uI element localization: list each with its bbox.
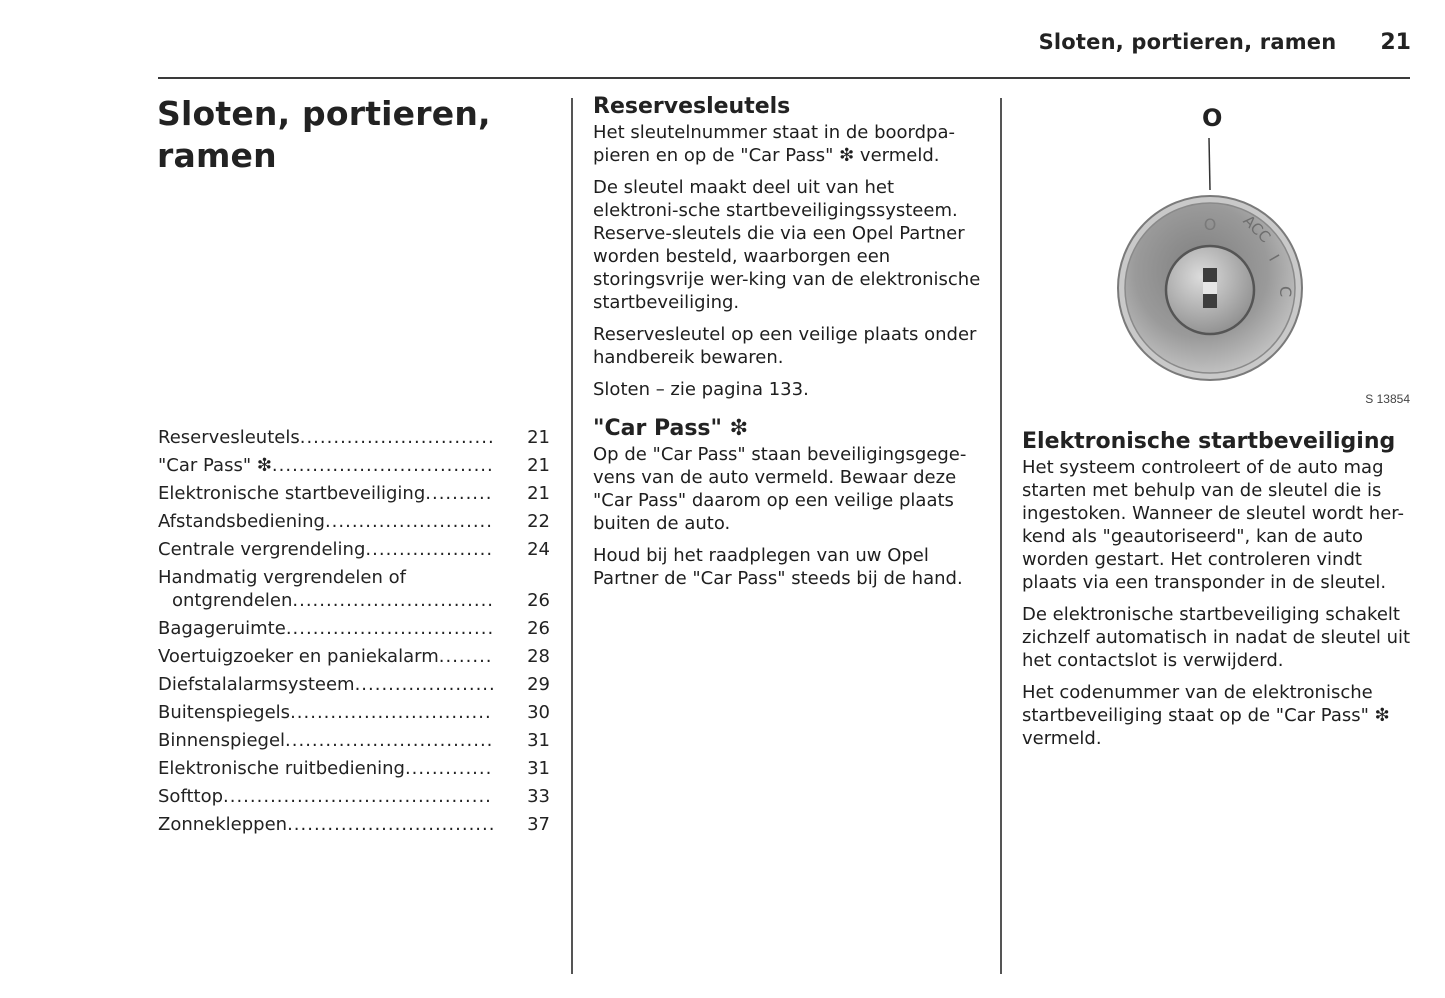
ignition-lock-icon	[1110, 100, 1310, 400]
column-divider-right	[1000, 98, 1002, 974]
figure-pointer-label: O	[1202, 104, 1223, 132]
toc-item[interactable]	[158, 673, 552, 696]
toc-item-label: Voertuigzoeker en paniekalarm	[158, 646, 439, 667]
toc-item-page: 28	[527, 646, 550, 667]
svg-text:O: O	[1203, 215, 1217, 234]
toc-leader-dots	[365, 538, 493, 561]
toc-item-page: 33	[527, 786, 550, 807]
table-of-contents	[158, 426, 552, 841]
section-startbeveiliging	[1022, 428, 1414, 750]
toc-item[interactable]	[158, 482, 552, 505]
toc-leader-dots	[405, 757, 493, 780]
toc-item-label: Elektronische startbeveiliging	[158, 483, 426, 504]
running-head-title: Sloten, portieren, ramen	[1038, 30, 1337, 54]
toc-item-page: 22	[527, 511, 550, 532]
paragraph: Het sleutelnummer staat in de boordpa-pieren en op de "Car Pass" ❇ vermeld.	[593, 122, 956, 166]
toc-item[interactable]	[158, 454, 552, 477]
toc-item-page: 31	[527, 730, 550, 751]
toc-item-page: 21	[527, 455, 550, 476]
toc-item-page: 24	[527, 539, 550, 560]
paragraph: Op de "Car Pass" staan beveiligingsgege-vens van de auto vermeld. Bewaar deze "Car Pass" daarom op een veilige plaats buiten de auto.	[593, 444, 967, 534]
chapter-title: Sloten, portieren, ramen	[157, 94, 491, 175]
toc-item-label: Buitenspiegels	[158, 702, 291, 723]
toc-leader-dots	[286, 617, 493, 640]
paragraph: Het codenummer van de elektronische startbeveiliging staat op de "Car Pass" ❇ vermeld.	[1022, 682, 1390, 749]
toc-leader-dots	[285, 729, 493, 752]
toc-leader-dots	[223, 785, 493, 808]
toc-item[interactable]	[158, 757, 552, 780]
paragraph: De elektronische startbeveiliging schakelt zichzelf automatisch in nadat de sleutel uit het contactslot is verwijderd.	[1022, 604, 1411, 671]
paragraph: Reservesleutel op een veilige plaats onder handbereik bewaren.	[593, 324, 977, 368]
toc-leader-dots	[300, 426, 493, 449]
toc-leader-dots	[272, 454, 493, 477]
toc-leader-dots	[292, 589, 493, 612]
toc-item[interactable]	[158, 645, 552, 668]
right-column	[1022, 428, 1414, 759]
toc-item-label: Elektronische ruitbediening	[158, 758, 405, 779]
toc-item-page: 31	[527, 758, 550, 779]
toc-item[interactable]	[158, 538, 552, 561]
toc-item-label: Diefstalalarmsysteem	[158, 674, 355, 695]
toc-item-label: Softtop	[158, 786, 224, 807]
toc-item[interactable]	[158, 813, 552, 836]
toc-item-label: Centrale vergrendeling	[158, 539, 366, 560]
section-heading: Reservesleutels	[593, 94, 791, 119]
toc-item[interactable]	[158, 426, 552, 449]
paragraph: Het systeem controleert of de auto mag starten met behulp van de sleutel die is ingestoken. Wanneer de sleutel wordt her-kend als "geautoriseerd", kan de auto worden gestart. Het controleren vindt plaats via een transponder in de sleutel.	[1022, 457, 1405, 593]
paragraph: De sleutel maakt deel uit van het elektroni-sche startbeveiligingssysteem. Reserve-sleutels die via een Opel Partner worden besteld, waarborgen een storingsvrije wer-king van de elektronische startbeveiliging.	[593, 177, 981, 313]
toc-item-label: Handmatig vergrendelen of	[158, 567, 406, 588]
toc-item-label-line2: ontgrendelen	[172, 590, 293, 611]
toc-item-label: "Car Pass" ❇	[158, 455, 272, 476]
toc-item[interactable]	[158, 510, 552, 533]
middle-column	[593, 93, 985, 599]
section-reservesleutels	[593, 93, 985, 401]
toc-item-label: Afstandsbediening	[158, 511, 325, 532]
toc-leader-dots	[290, 701, 493, 724]
toc-item[interactable]	[158, 701, 552, 724]
running-head	[1039, 30, 1411, 55]
svg-text:C: C	[1276, 286, 1295, 298]
toc-leader-dots	[439, 645, 493, 668]
toc-item-page: 30	[527, 702, 550, 723]
toc-item[interactable]	[158, 566, 552, 612]
figure-reference: S 13854	[1365, 392, 1410, 406]
toc-item-label: Bagageruimte	[158, 618, 286, 639]
toc-leader-dots	[287, 813, 493, 836]
toc-item-label: Reservesleutels	[158, 427, 300, 448]
svg-text:I: I	[1265, 251, 1283, 265]
page-number: 21	[1380, 30, 1411, 55]
toc-item[interactable]	[158, 729, 552, 752]
toc-item-page: 29	[527, 674, 550, 695]
section-heading: "Car Pass" ❇	[593, 416, 749, 441]
column-divider-left	[571, 98, 573, 974]
toc-item[interactable]	[158, 617, 552, 640]
toc-item-label: Zonnekleppen	[158, 814, 288, 835]
toc-item-page: 21	[527, 427, 550, 448]
toc-item-label: Binnenspiegel	[158, 730, 286, 751]
paragraph: Houd bij het raadplegen van uw Opel Partner de "Car Pass" steeds bij de hand.	[593, 545, 963, 589]
section-heading: Elektronische startbeveiliging	[1022, 429, 1396, 454]
paragraph-link-locks[interactable]: Sloten – zie pagina 133.	[593, 379, 809, 400]
svg-text:ACC: ACC	[1239, 211, 1275, 247]
toc-item-page: 37	[527, 814, 550, 835]
toc-item-page: 26	[527, 618, 550, 639]
toc-item[interactable]	[158, 785, 552, 808]
toc-leader-dots	[325, 510, 493, 533]
ignition-lock-figure	[1110, 100, 1310, 400]
toc-item-page: 21	[527, 483, 550, 504]
section-car-pass	[593, 415, 985, 590]
toc-leader-dots	[355, 673, 493, 696]
toc-item-page: 26	[527, 590, 550, 611]
toc-leader-dots	[425, 482, 493, 505]
header-rule	[158, 77, 1410, 79]
